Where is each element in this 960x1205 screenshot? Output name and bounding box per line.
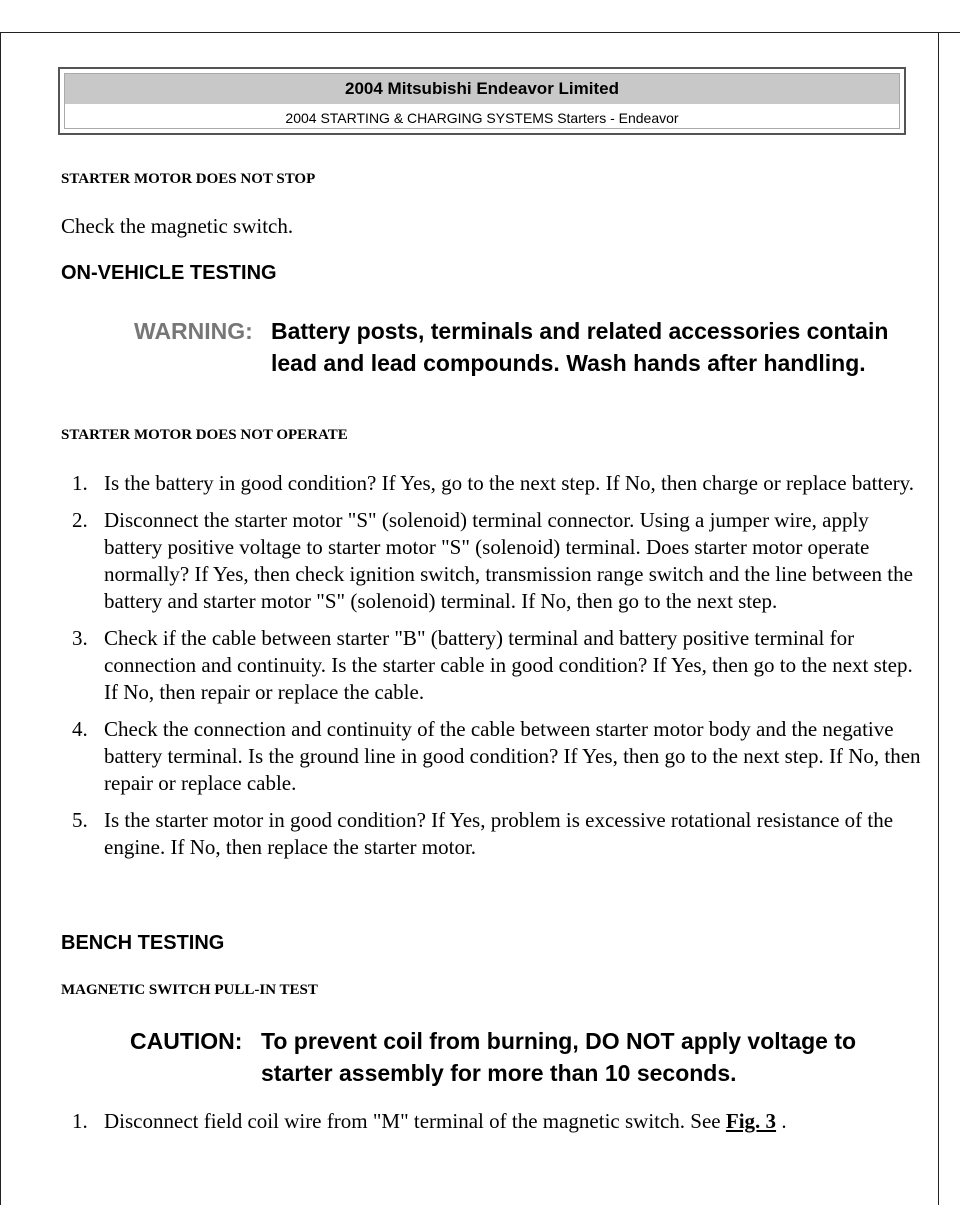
- on-vehicle-testing-heading: ON-VEHICLE TESTING: [61, 262, 277, 284]
- check-magnetic-switch-text: Check the magnetic switch.: [61, 214, 294, 238]
- list-item: 4. Check the connection and continuity of the cable between starter motor body and the negative battery terminal. Is the ground line in good condition? If Yes, then go to the next step. If No, then repair or replace cable.: [72, 717, 921, 795]
- warning-label: WARNING:: [134, 318, 253, 344]
- page-frame-right: [938, 32, 939, 1205]
- warning-notice: [134, 315, 914, 415]
- pull-in-steps-list: [61, 1108, 921, 1145]
- caution-text: To prevent coil from burning, DO NOT apply voltage to starter assembly for more than 10 seconds.: [261, 1028, 857, 1086]
- starter-does-not-operate-heading: STARTER MOTOR DOES NOT OPERATE: [61, 427, 348, 443]
- vehicle-title: 2004 Mitsubishi Endeavor Limited: [65, 74, 899, 105]
- pull-in-test-heading: MAGNETIC SWITCH PULL-IN TEST: [61, 982, 318, 998]
- list-item: 1. Is the battery in good condition? If Yes, go to the next step. If No, then charge or replace battery.: [72, 471, 915, 495]
- list-item: 5. Is the starter motor in good condition? If Yes, problem is excessive rotational resistance of the engine. If No, then replace the starter motor.: [72, 808, 894, 859]
- caution-notice: [130, 1025, 920, 1095]
- list-item: 3. Check if the cable between starter "B" (battery) terminal and battery positive terminal for connection and continuity. Is the starter cable in good condition? If Yes, then go to the next step. If No, then repair or replace the cable.: [72, 626, 913, 704]
- list-item: 2. Disconnect the starter motor "S" (solenoid) terminal connector. Using a jumper wire, apply battery positive voltage to starter motor "S" (solenoid) terminal. Does starter motor operate normally? If Yes, then check ignition switch, transmission range switch and the line between the battery and starter motor "S" (solenoid) terminal. If No, then go to the next step.: [72, 508, 913, 613]
- bench-testing-heading: BENCH TESTING: [61, 932, 225, 954]
- list-item: 1. Disconnect field coil wire from "M" terminal of the magnetic switch. See Fig. 3 .: [72, 1109, 787, 1133]
- caution-label: CAUTION:: [130, 1028, 243, 1054]
- document-header: [58, 67, 906, 135]
- warning-text: Battery posts, terminals and related accessories contain lead and lead compounds. Wash hands after handling.: [271, 318, 889, 376]
- page-frame-top: [0, 32, 960, 33]
- fig-3-link[interactable]: Fig. 3: [725, 1109, 777, 1133]
- page-frame-left: [0, 32, 1, 1205]
- starter-does-not-stop-heading: STARTER MOTOR DOES NOT STOP: [61, 171, 316, 187]
- document-header-inner: [64, 73, 900, 129]
- document-subtitle: 2004 STARTING & CHARGING SYSTEMS Starters - Endeavor: [285, 110, 679, 126]
- diagnostic-steps-list: [61, 470, 921, 871]
